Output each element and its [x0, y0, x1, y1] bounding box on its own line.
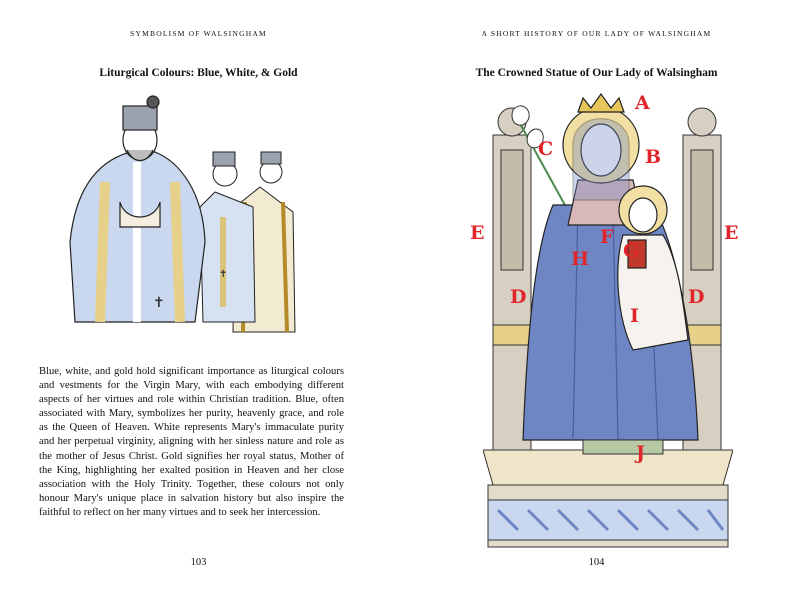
- page-number-right: 104: [588, 557, 605, 568]
- christ-child-figure: [618, 186, 688, 350]
- right-page: [398, 0, 795, 594]
- svg-text:✝: ✝: [153, 295, 165, 311]
- label-h: H: [571, 248, 589, 270]
- label-e-right: E: [724, 222, 739, 244]
- label-d-left: D: [510, 286, 527, 308]
- label-b: B: [645, 146, 662, 168]
- left-page: [0, 0, 397, 594]
- running-head-right: A SHORT HISTORY OF OUR LADY OF WALSINGHAM: [481, 29, 712, 38]
- clergy-illustration: [65, 92, 315, 348]
- section-title-right: The Crowned Statue of Our Lady of Walsingham: [475, 67, 718, 79]
- label-c: C: [538, 138, 554, 160]
- label-f: F: [600, 226, 614, 248]
- page-number-left: 103: [190, 557, 207, 568]
- section-title-left: Liturgical Colours: Blue, White, & Gold: [99, 67, 298, 79]
- label-j: J: [636, 442, 645, 464]
- statue-base: [483, 450, 733, 547]
- priest-front-figure: [70, 96, 205, 322]
- label-e-left: E: [470, 222, 485, 244]
- label-i: I: [630, 305, 639, 327]
- body-paragraph: Blue, white, and gold hold significant importance as liturgical colours and vestments for the Virgin Mary, with each embodying different aspects of her virtues and role within Christian tradition. Blue, often associated with Mary, symbolizes her purity, heavenly grace, and role as the Queen of Heaven. White represents Mary's immaculate purity and her perpetual virginity, aligning with her sinless nature and role as the mother of Jesus Christ. Gold signifies her royal status, Mother of the King, highlighting her exalted position in Heaven and her close association with the Holy Trinity. Together, these colours not only honour Mary's unique place in salvation history but also inspire the faithful to reflect on her many virtues and to seek her intercession.: [39, 366, 344, 518]
- label-d-right: D: [688, 286, 705, 308]
- label-g: G: [623, 240, 640, 262]
- priest-middle-figure: [200, 152, 255, 322]
- running-head-left: SYMBOLISM OF WALSINGHAM: [130, 29, 267, 38]
- label-a: A: [635, 92, 650, 114]
- walsingham-statue-illustration: [483, 90, 733, 560]
- svg-text:✝: ✝: [219, 269, 228, 280]
